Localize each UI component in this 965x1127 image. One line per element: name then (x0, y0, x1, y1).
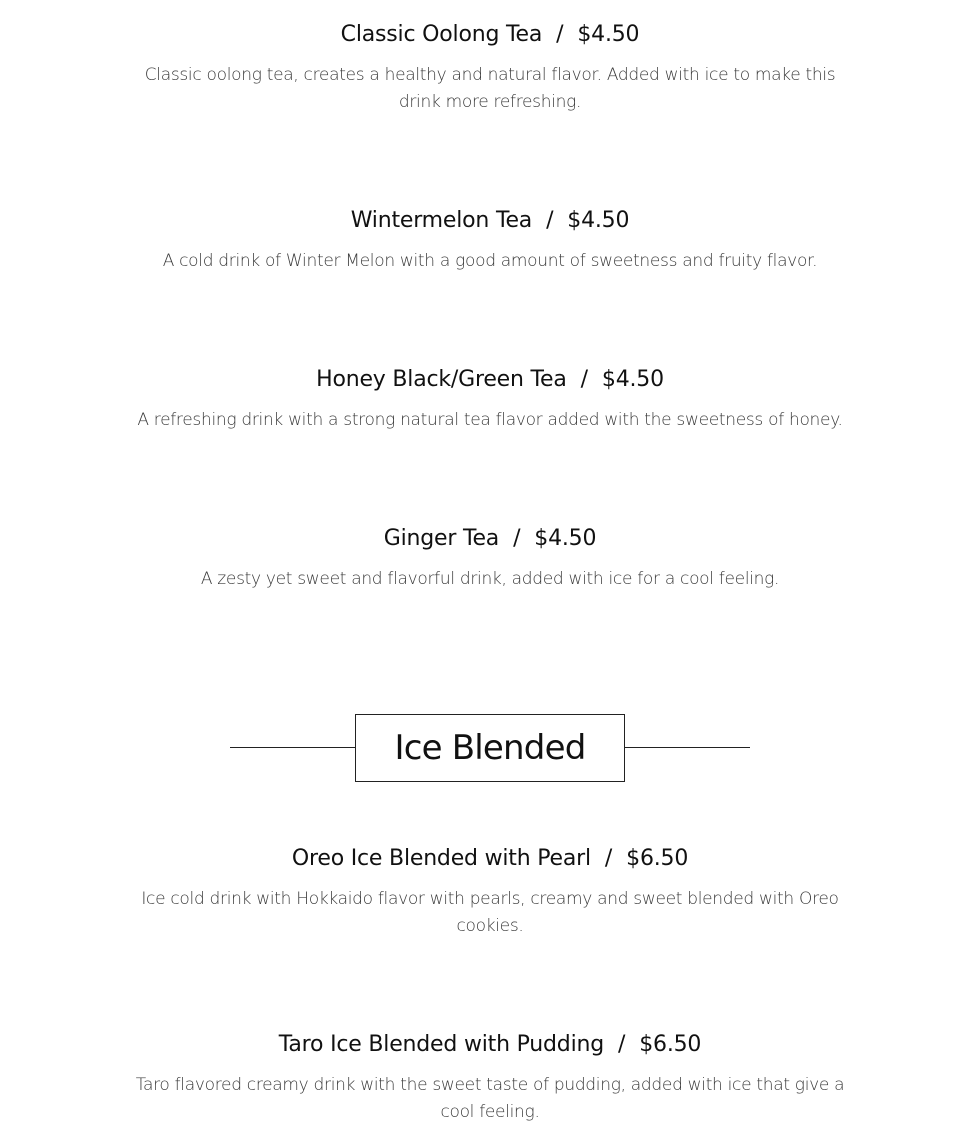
item-price: $4.50 (567, 208, 630, 233)
price-separator: / (513, 526, 521, 551)
item-name: Taro Ice Blended with Pudding (278, 1032, 604, 1057)
price-separator: / (546, 208, 554, 233)
item-name: Honey Black/Green Tea (316, 367, 567, 392)
item-name: Classic Oolong Tea (340, 22, 543, 47)
menu-item (130, 524, 850, 593)
menu-item (130, 365, 850, 434)
menu-item (130, 844, 850, 940)
menu-item-title (130, 20, 850, 50)
item-price: $4.50 (601, 367, 664, 392)
section-title: Ice Blended (394, 728, 586, 768)
item-name: Oreo Ice Blended with Pearl (291, 846, 591, 871)
price-separator: / (580, 367, 588, 392)
item-description: A refreshing drink with a strong natural tea flavor added with the sweetness of honey. (137, 410, 843, 430)
item-description: Taro flavored creamy drink with the sweet taste of pudding, added with ice that give a cool feeling. (135, 1075, 845, 1122)
price-separator: / (618, 1032, 626, 1057)
menu-item (130, 1030, 850, 1126)
menu-item (130, 20, 850, 116)
menu-item-title (130, 524, 850, 554)
item-name: Ginger Tea (383, 526, 500, 551)
menu-item-title (130, 365, 850, 395)
item-price: $4.50 (577, 22, 640, 47)
section-divider-left (230, 747, 355, 748)
item-price: $4.50 (534, 526, 597, 551)
item-description: Ice cold drink with Hokkaido flavor with pearls, creamy and sweet blended with Oreo cookies. (141, 889, 839, 936)
item-name: Wintermelon Tea (350, 208, 533, 233)
section-header (230, 714, 750, 782)
section-title-box (355, 714, 625, 782)
item-description: Classic oolong tea, creates a healthy and natural flavor. Added with ice to make this drink more refreshing. (144, 65, 836, 112)
item-description: A cold drink of Winter Melon with a good amount of sweetness and fruity flavor. (162, 251, 818, 271)
menu-item-title (130, 1030, 850, 1060)
menu-item-title (130, 206, 850, 236)
item-description: A zesty yet sweet and flavorful drink, added with ice for a cool feeling. (200, 569, 780, 589)
item-price: $6.50 (626, 846, 689, 871)
price-separator: / (556, 22, 564, 47)
item-price: $6.50 (639, 1032, 702, 1057)
menu-item (130, 206, 850, 275)
price-separator: / (604, 846, 613, 871)
section-divider-right (625, 747, 750, 748)
menu-item-title (130, 844, 850, 874)
